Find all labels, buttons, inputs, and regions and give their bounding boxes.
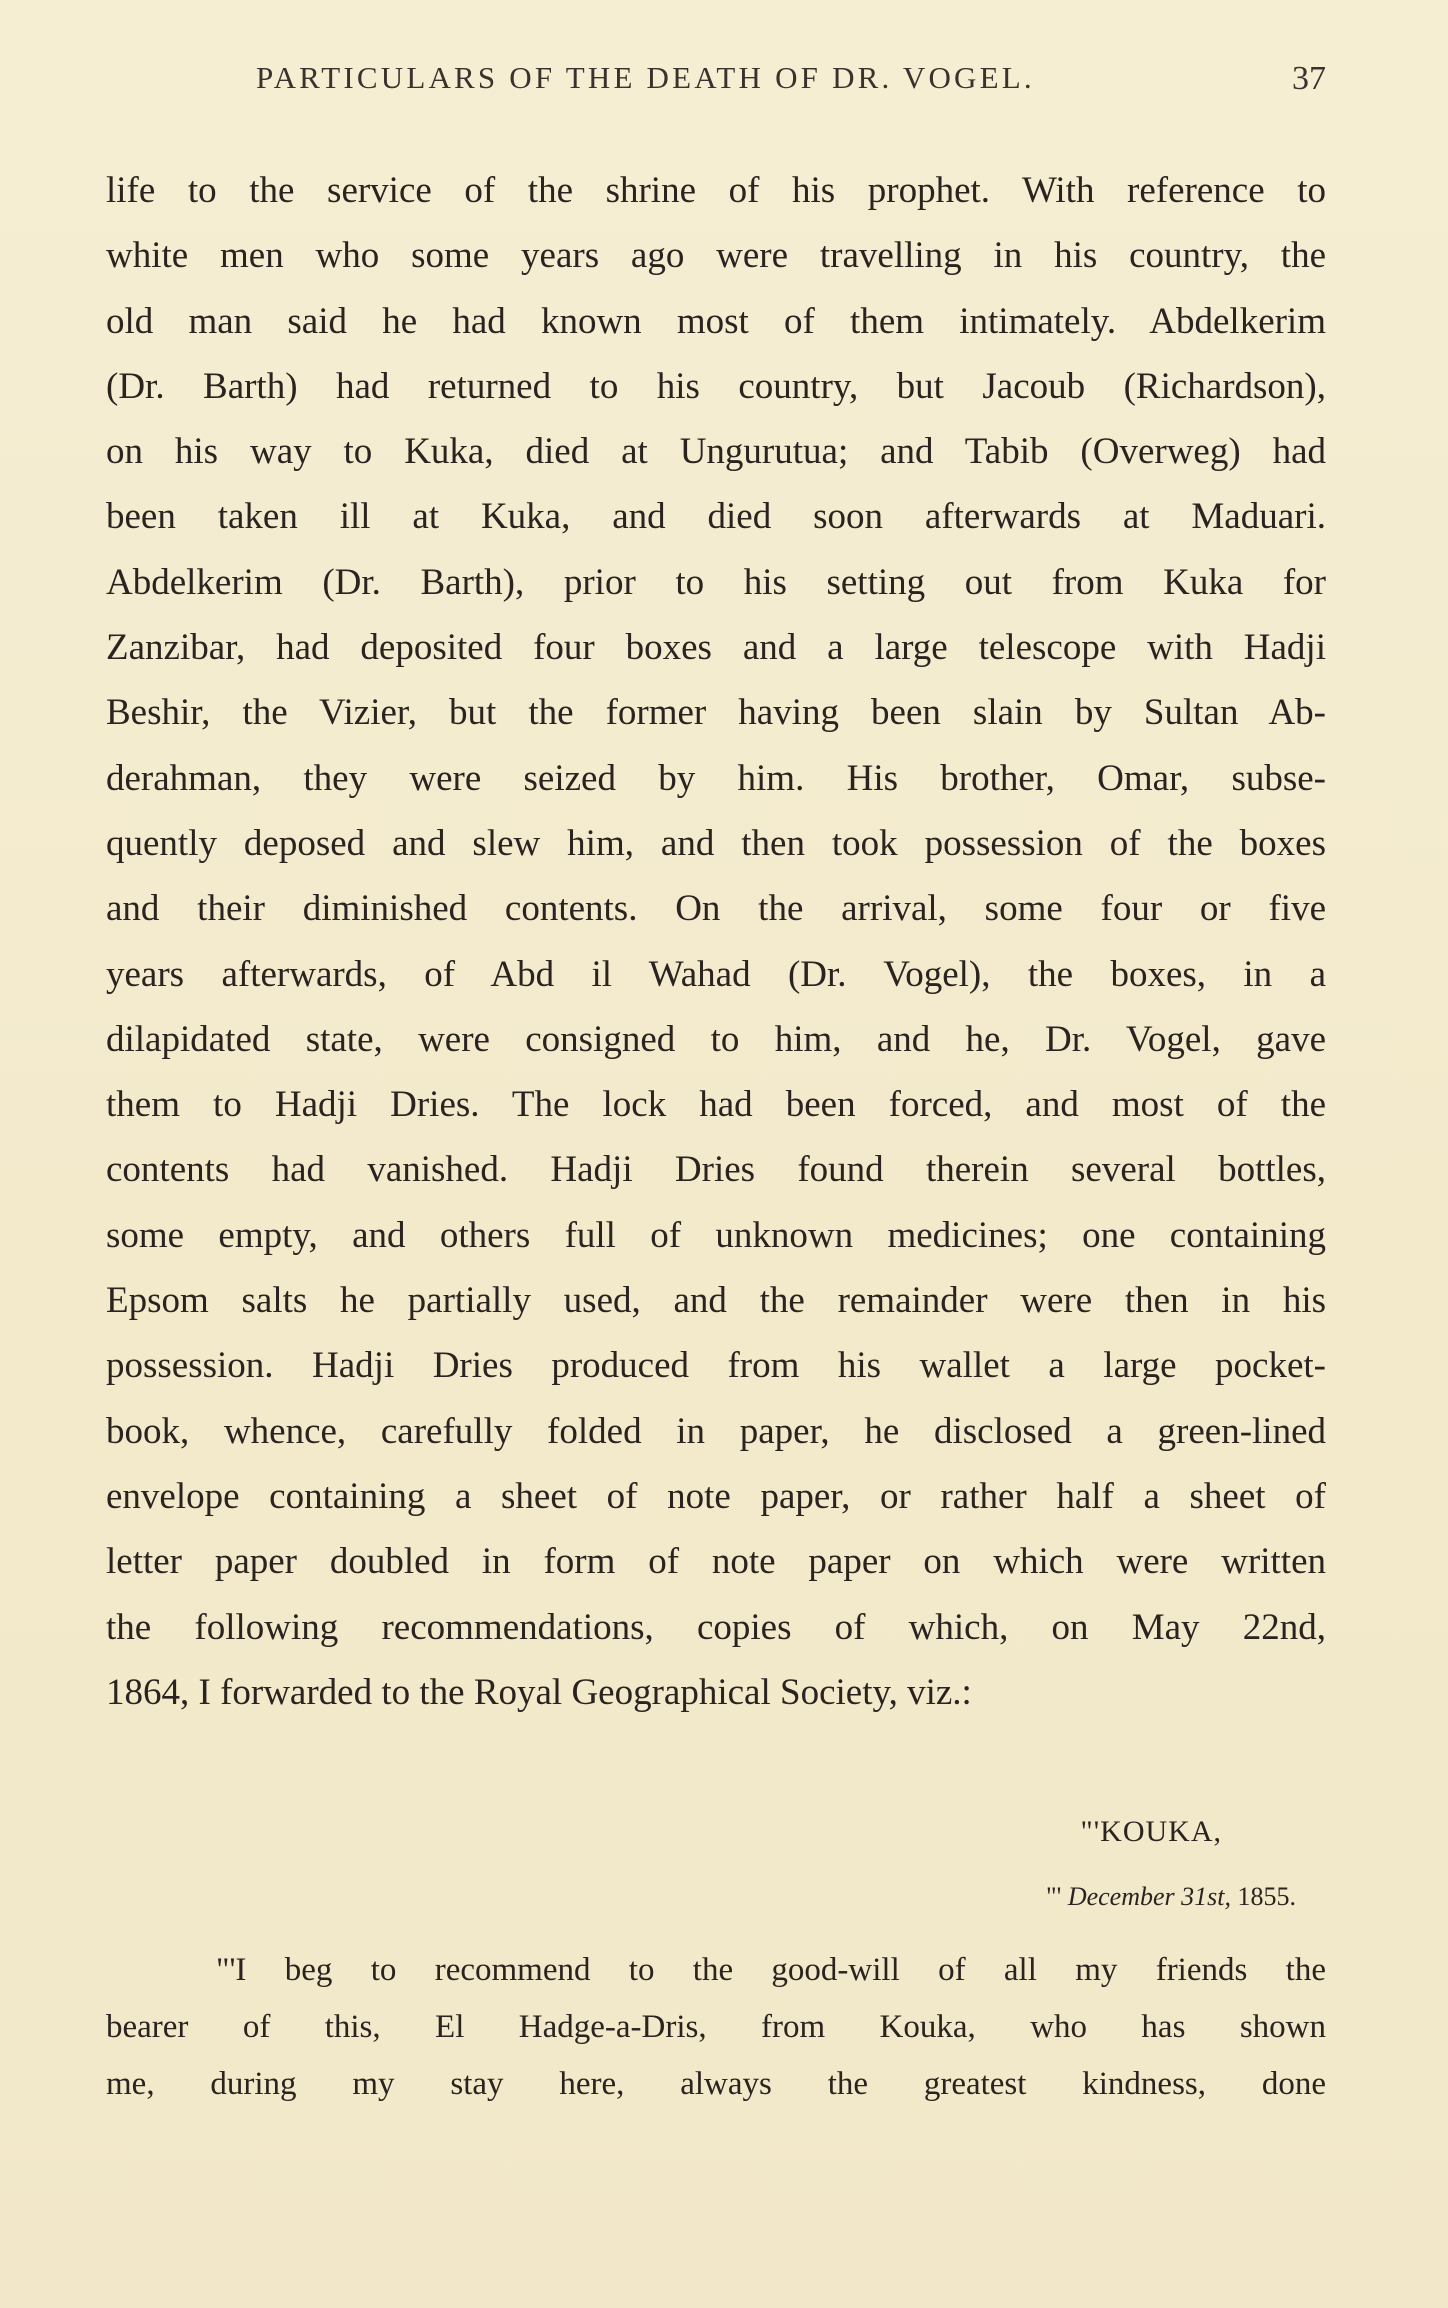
text-line: been taken ill at Kuka, and died soon afterwards at Maduari. (106, 496, 1326, 538)
letter-line: me, during my stay here, always the greatest kindness, done (106, 2066, 1326, 2102)
text-line: some empty, and others full of unknown medicines; one containing (106, 1214, 1326, 1256)
text-line: life to the service of the shrine of his prophet. With reference to (106, 170, 1326, 211)
letter-date-month: December 31st, (1067, 1882, 1231, 1911)
text-line: Beshir, the Vizier, but the former having been slain by Sultan Ab- (106, 692, 1326, 734)
letter-place: "'KOUKA, (1080, 1815, 1222, 1848)
text-line: letter paper doubled in form of note paper on which were written (106, 1541, 1326, 1583)
text-line: the following recommendations, copies of which, on May 22nd, (106, 1606, 1326, 1648)
text-line: 1864, I forwarded to the Royal Geographical Society, viz.: (106, 1671, 972, 1713)
running-head (256, 60, 1326, 110)
page-number: 37 (1292, 60, 1326, 97)
text-line: Zanzibar, had deposited four boxes and a large telescope with Hadji (106, 627, 1326, 669)
letter-date (106, 1882, 1296, 1912)
text-line: contents had vanished. Hadji Dries found therein several bottles, (106, 1149, 1326, 1191)
text-line: Epsom salts he partially used, and the remainder were then in his (106, 1280, 1326, 1322)
letter-date-prefix: "' (1046, 1882, 1062, 1911)
letter-line: bearer of this, El Hadge-a-Dris, from Kouka, who has shown (106, 2009, 1326, 2045)
text-line: (Dr. Barth) had returned to his country, but Jacoub (Richardson), (106, 365, 1326, 407)
text-line: envelope containing a sheet of note paper, or rather half a sheet of (106, 1475, 1326, 1517)
text-line: on his way to Kuka, died at Ungurutua; and Tabib (Overweg) had (106, 431, 1326, 473)
text-line: them to Hadji Dries. The lock had been forced, and most of the (106, 1084, 1326, 1126)
text-line: years afterwards, of Abd il Wahad (Dr. Vogel), the boxes, in a (106, 953, 1326, 995)
text-line: and their diminished contents. On the arrival, some four or five (106, 888, 1326, 930)
text-line: Abdelkerim (Dr. Barth), prior to his setting out from Kuka for (106, 561, 1326, 603)
running-title: PARTICULARS OF THE DEATH OF DR. VOGEL. (256, 60, 1035, 95)
text-line: possession. Hadji Dries produced from his wallet a large pocket- (106, 1345, 1326, 1387)
text-line: book, whence, carefully folded in paper, he disclosed a green-lined (106, 1410, 1326, 1452)
text-line: old man said he had known most of them intimately. Abdelkerim (106, 300, 1326, 342)
body-paragraph (106, 158, 1326, 1725)
letter-date-year: 1855. (1237, 1882, 1296, 1911)
text-line: derahman, they were seized by him. His brother, Omar, subse- (106, 757, 1326, 799)
letter-body (106, 1942, 1326, 2113)
text-line: white men who some years ago were travelling in his country, the (106, 235, 1326, 277)
text-line: dilapidated state, were consigned to him, and he, Dr. Vogel, gave (106, 1018, 1326, 1060)
letter-line: "'I beg to recommend to the good-will of all my friends the (216, 1952, 1326, 1988)
text-line: quently deposed and slew him, and then took possession of the boxes (106, 822, 1326, 864)
